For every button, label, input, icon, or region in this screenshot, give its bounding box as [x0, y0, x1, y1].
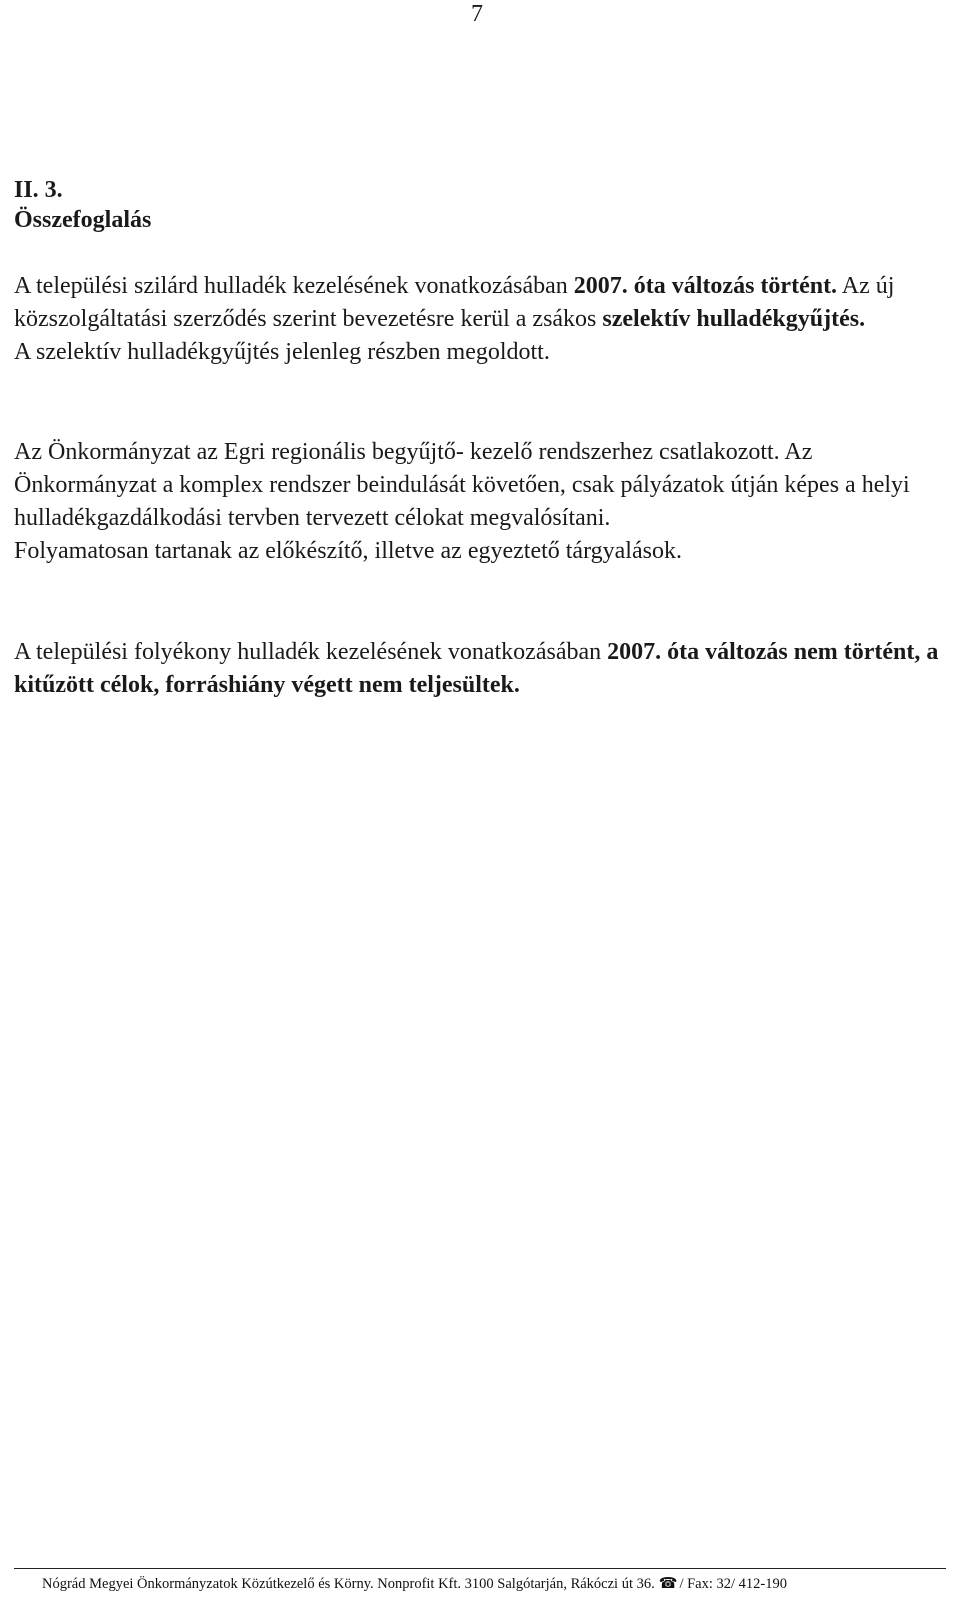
- paragraph-text-segment: A szelektív hulladékgyűjtés jelenleg részben megoldott.: [14, 339, 550, 365]
- paragraph-text-segment: 2007. óta változás nem történt, a kitűzött célok, forráshiány végett nem teljesültek.: [14, 639, 939, 698]
- section-number: II. 3.: [14, 177, 63, 203]
- footer-divider: [14, 1568, 946, 1569]
- paragraph-text-segment: A települési szilárd hulladék kezelésének vonatkozásában: [14, 273, 574, 299]
- section-title: Összefoglalás: [14, 207, 152, 233]
- page-number: 7: [471, 1, 483, 27]
- paragraph-solid-waste: [14, 270, 949, 369]
- paragraph-text-segment: szelektív hulladékgyűjtés.: [602, 306, 866, 332]
- paragraph-regional-system: [14, 436, 949, 568]
- footer-fax: / Fax: 32/ 412-190: [679, 1576, 787, 1592]
- phone-icon: ☎: [658, 1574, 678, 1592]
- paragraph-liquid-waste: [14, 636, 949, 702]
- paragraph-text-segment: 2007. óta változás történt.: [573, 273, 838, 299]
- paragraph-text-segment: Az új közszolgáltatási szerződés szerint bevezetésre kerül a zsákos: [14, 273, 895, 332]
- page-footer: [42, 1573, 787, 1594]
- paragraph-text-segment: A települési folyékony hulladék kezelésének vonatkozásában: [14, 639, 608, 665]
- footer-address: Nógrád Megyei Önkormányzatok Közútkezelő és Körny. Nonprofit Kft. 3100 Salgótarján, Rákóczi út 36.: [42, 1576, 655, 1592]
- paragraph-text-segment: Folyamatosan tartanak az előkészítő, illetve az egyeztető tárgyalások.: [14, 538, 682, 564]
- paragraph-text-segment: Az Önkormányzat az Egri regionális begyűjtő- kezelő rendszerhez csatlakozott. Az Önkormányzat a komplex rendszer beindulását követően, csak pályázatok útján képes a helyi hulladékgazdálkodási tervben tervezett célokat megvalósítani.: [14, 439, 910, 531]
